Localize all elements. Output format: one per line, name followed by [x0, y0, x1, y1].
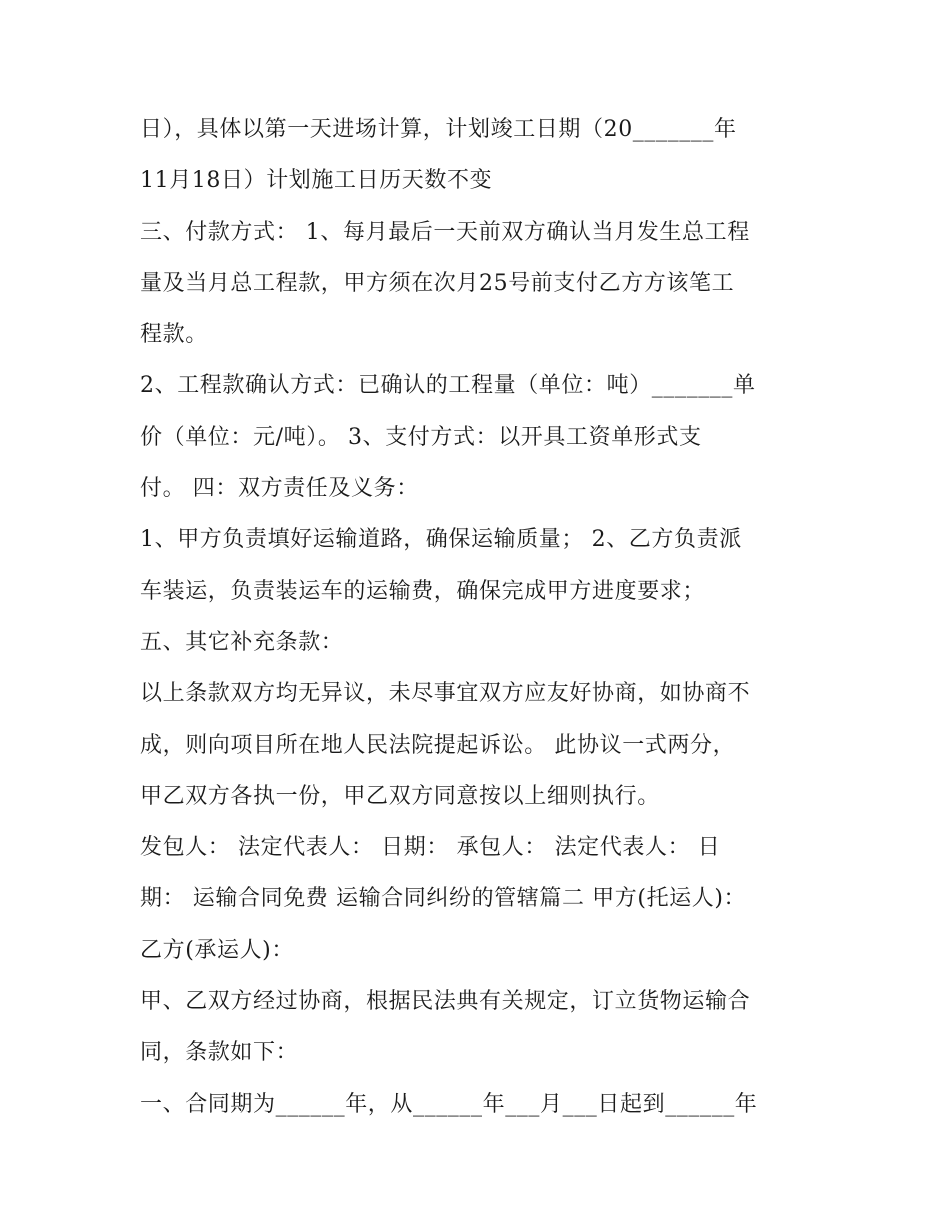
text-line: 2、工程款确认方式：已确认的工程量（单位：吨）_______单	[140, 373, 756, 399]
text-line: 三、付款方式： 1、每月最后一天前双方确认当月发生总工程	[140, 219, 750, 245]
text-line: 乙方(承运人)：	[140, 937, 294, 963]
text-line: 发包人： 法定代表人： 日期： 承包人： 法定代表人： 日	[140, 835, 721, 861]
text-line: 期： 运输合同免费 运输合同纠纷的管辖篇二 甲方(托运人)：	[140, 886, 747, 912]
text-line: 程款。	[140, 322, 208, 348]
text-line: 五、其它补充条款：	[140, 629, 344, 655]
text-line: 成，则向项目所在地人民法院提起诉讼。 此协议一式两分，	[140, 732, 736, 758]
text-line: 日），具体以第一天进场计算，计划竣工日期（20_______年	[140, 117, 737, 142]
text-line: 同，条款如下：	[140, 1040, 299, 1066]
text-line: 甲、乙双方经过协商，根据民法典有关规定，订立货物运输合	[140, 989, 751, 1015]
text-line: 以上条款双方均无异议，未尽事宜双方应友好协商，如协商不	[140, 681, 751, 707]
text-line: 车装运，负责装运车的运输费，确保完成甲方进度要求；	[140, 578, 706, 604]
text-line: 付。 四：双方责任及义务：	[140, 476, 419, 502]
text-line: 一、合同期为______年，从______年___月___日起到______年	[140, 1091, 758, 1117]
text-line: 1、甲方负责填好运输道路，确保运输质量； 2、乙方负责派	[140, 527, 742, 553]
text-line: 11月18日）计划施工日历天数不变	[140, 168, 493, 194]
text-line: 甲乙双方各执一份，甲乙双方同意按以上细则执行。	[140, 783, 660, 809]
text-line: 价（单位：元/吨）。 3、支付方式：以开具工资单形式支	[140, 424, 702, 450]
text-line: 量及当月总工程款，甲方须在次月25号前支付乙方方该笔工	[140, 270, 735, 296]
document-body	[140, 110, 820, 1136]
